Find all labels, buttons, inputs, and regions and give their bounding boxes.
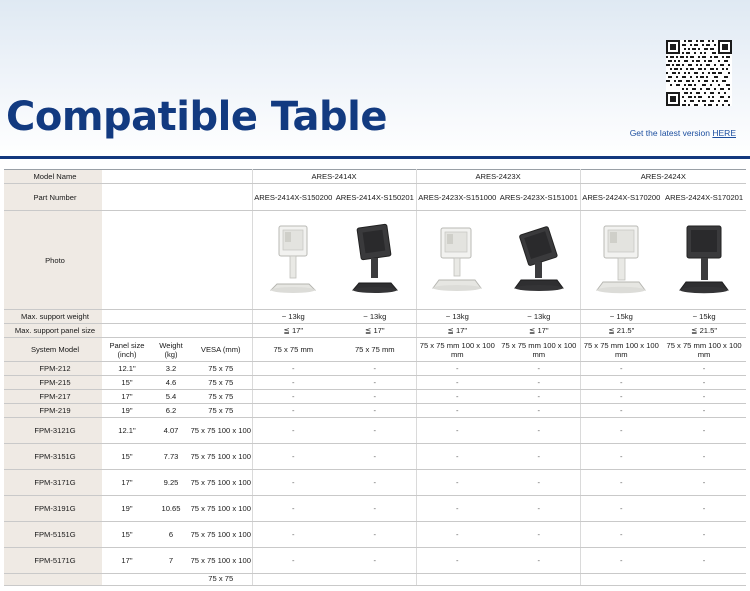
latest-version-text: Get the latest version [629, 128, 713, 138]
weight: 4.07 [148, 418, 190, 444]
photo-spacer [102, 211, 252, 310]
support-cell: - [416, 522, 498, 548]
table-row-model-name [4, 170, 746, 184]
support-cell: - [252, 548, 334, 574]
panel-size: 17" [102, 548, 148, 574]
support-cell: - [252, 390, 334, 404]
vesa: 75 x 75 100 x 100 [190, 522, 252, 548]
row-label-model-name: Model Name [4, 170, 102, 184]
panel-size: 12.1" [102, 362, 148, 376]
support-cell: - [252, 444, 334, 470]
row-label-part-number: Part Number [4, 184, 102, 211]
support-cell: - [252, 496, 334, 522]
weight [148, 574, 190, 586]
vesa-support-0: 75 x 75 mm [252, 338, 334, 362]
vesa: 75 x 75 [190, 362, 252, 376]
part-number-3: ARES-2423X-S151001 [498, 184, 580, 211]
table-row [4, 496, 746, 522]
support-cell [252, 574, 334, 586]
system-model-name: FPM-5171G [4, 548, 102, 574]
system-model-name: FPM-219 [4, 404, 102, 418]
page-title: Compatible Table [6, 94, 387, 140]
max-weight-4: ~ 15kg [580, 310, 662, 324]
support-cell: - [662, 390, 746, 404]
vesa-support-1: 75 x 75 mm [334, 338, 416, 362]
col-header-panel-size: Panel size (inch) [102, 338, 148, 362]
support-cell: - [498, 496, 580, 522]
support-cell: - [334, 496, 416, 522]
part-number-0: ARES-2414X-S150200 [252, 184, 334, 211]
weight: 3.2 [148, 362, 190, 376]
latest-version-note [630, 128, 736, 138]
support-cell: - [498, 376, 580, 390]
support-cell: - [498, 548, 580, 574]
support-cell: - [416, 390, 498, 404]
table-row [4, 470, 746, 496]
vesa-support-4: 75 x 75 mm 100 x 100 mm [580, 338, 662, 362]
support-cell: - [252, 522, 334, 548]
vesa-support-5: 75 x 75 mm 100 x 100 mm [662, 338, 746, 362]
system-model-name: FPM-5151G [4, 522, 102, 548]
support-cell: - [498, 404, 580, 418]
support-cell: - [252, 376, 334, 390]
panel-size: 15" [102, 376, 148, 390]
support-cell: - [416, 444, 498, 470]
max-weight-5: ~ 15kg [662, 310, 746, 324]
support-cell: - [252, 362, 334, 376]
max-weight-2: ~ 13kg [416, 310, 498, 324]
table-row [4, 390, 746, 404]
product-photo-2 [416, 211, 498, 310]
max-panel-5: ≦ 21.5" [662, 324, 746, 338]
support-cell: - [416, 362, 498, 376]
vesa: 75 x 75 100 x 100 [190, 418, 252, 444]
support-cell [580, 574, 662, 586]
support-cell: - [498, 418, 580, 444]
vesa: 75 x 75 100 x 100 [190, 444, 252, 470]
support-cell: - [498, 522, 580, 548]
table-row-part-number [4, 184, 746, 211]
support-cell: - [416, 548, 498, 574]
compatibility-table [4, 169, 746, 586]
support-cell: - [580, 548, 662, 574]
support-cell: - [334, 522, 416, 548]
max-panel-spacer [102, 324, 252, 338]
support-cell: - [334, 444, 416, 470]
support-cell: - [416, 404, 498, 418]
panel-size: 19" [102, 496, 148, 522]
support-cell: - [662, 444, 746, 470]
support-cell: - [252, 418, 334, 444]
vesa: 75 x 75 [190, 376, 252, 390]
part-number-1: ARES-2414X-S150201 [334, 184, 416, 211]
support-cell: - [252, 470, 334, 496]
weight: 4.6 [148, 376, 190, 390]
support-cell: - [416, 376, 498, 390]
table-row-partial [4, 574, 746, 586]
support-cell: - [334, 470, 416, 496]
table-row [4, 362, 746, 376]
system-model-name: FPM-3121G [4, 418, 102, 444]
weight: 5.4 [148, 390, 190, 404]
product-photo-4 [580, 211, 662, 310]
part-number-2: ARES-2423X-S151000 [416, 184, 498, 211]
model-name-spacer [102, 170, 252, 184]
max-panel-4: ≦ 21.5" [580, 324, 662, 338]
support-cell: - [662, 376, 746, 390]
part-number-4: ARES-2424X-S170200 [580, 184, 662, 211]
system-model-name: FPM-3171G [4, 470, 102, 496]
support-cell: - [580, 470, 662, 496]
support-cell: - [662, 404, 746, 418]
support-cell: - [662, 496, 746, 522]
vesa: 75 x 75 [190, 574, 252, 586]
support-cell [662, 574, 746, 586]
latest-version-link[interactable]: HERE [712, 128, 736, 138]
support-cell: - [580, 444, 662, 470]
col-header-weight: Weight (kg) [148, 338, 190, 362]
group-header-2: ARES-2424X [580, 170, 746, 184]
table-row [4, 376, 746, 390]
support-cell [498, 574, 580, 586]
weight: 6 [148, 522, 190, 548]
panel-size [102, 574, 148, 586]
max-panel-3: ≦ 17" [498, 324, 580, 338]
max-weight-0: ~ 13kg [252, 310, 334, 324]
support-cell: - [334, 362, 416, 376]
col-header-vesa: VESA (mm) [190, 338, 252, 362]
max-weight-spacer [102, 310, 252, 324]
support-cell: - [416, 496, 498, 522]
table-row-max-panel-size [4, 324, 746, 338]
panel-size: 19" [102, 404, 148, 418]
support-cell: - [334, 376, 416, 390]
support-cell: - [662, 548, 746, 574]
support-cell: - [580, 522, 662, 548]
group-header-1: ARES-2423X [416, 170, 580, 184]
support-cell: - [580, 362, 662, 376]
product-photo-0 [252, 211, 334, 310]
product-photo-5 [662, 211, 746, 310]
part-number-spacer [102, 184, 252, 211]
table-row [4, 404, 746, 418]
vesa: 75 x 75 100 x 100 [190, 496, 252, 522]
support-cell: - [416, 470, 498, 496]
support-cell: - [252, 404, 334, 418]
vesa-support-2: 75 x 75 mm 100 x 100 mm [416, 338, 498, 362]
support-cell: - [498, 390, 580, 404]
system-model-name: FPM-217 [4, 390, 102, 404]
table-row [4, 548, 746, 574]
row-label-max-panel-size: Max. support panel size [4, 324, 102, 338]
max-panel-2: ≦ 17" [416, 324, 498, 338]
group-header-0: ARES-2414X [252, 170, 416, 184]
support-cell: - [662, 522, 746, 548]
panel-size: 17" [102, 390, 148, 404]
max-weight-3: ~ 13kg [498, 310, 580, 324]
system-model-name: FPM-3191G [4, 496, 102, 522]
max-panel-0: ≦ 17" [252, 324, 334, 338]
table-row-system-model-header [4, 338, 746, 362]
weight: 7.73 [148, 444, 190, 470]
support-cell [416, 574, 498, 586]
product-photo-3 [498, 211, 580, 310]
vesa: 75 x 75 [190, 404, 252, 418]
system-model-name [4, 574, 102, 586]
table-row [4, 418, 746, 444]
panel-size: 15" [102, 444, 148, 470]
row-label-photo: Photo [4, 211, 102, 310]
support-cell: - [580, 390, 662, 404]
vesa: 75 x 75 100 x 100 [190, 470, 252, 496]
vesa: 75 x 75 100 x 100 [190, 548, 252, 574]
panel-size: 15" [102, 522, 148, 548]
qr-code-icon [666, 40, 732, 106]
support-cell: - [498, 444, 580, 470]
support-cell: - [334, 390, 416, 404]
vesa: 75 x 75 [190, 390, 252, 404]
support-cell [334, 574, 416, 586]
table-row [4, 444, 746, 470]
table-row-photo [4, 211, 746, 310]
panel-size: 17" [102, 470, 148, 496]
support-cell: - [580, 376, 662, 390]
support-cell: - [498, 470, 580, 496]
header-divider [0, 156, 750, 159]
support-cell: - [334, 418, 416, 444]
row-label-system-model: System Model [4, 338, 102, 362]
product-photo-1 [334, 211, 416, 310]
support-cell: - [662, 418, 746, 444]
system-model-name: FPM-215 [4, 376, 102, 390]
support-cell: - [416, 418, 498, 444]
support-cell: - [580, 418, 662, 444]
support-cell: - [662, 362, 746, 376]
support-cell: - [662, 470, 746, 496]
system-model-name: FPM-3151G [4, 444, 102, 470]
support-cell: - [498, 362, 580, 376]
max-panel-1: ≦ 17" [334, 324, 416, 338]
weight: 7 [148, 548, 190, 574]
row-label-max-weight: Max. support weight [4, 310, 102, 324]
max-weight-1: ~ 13kg [334, 310, 416, 324]
part-number-5: ARES-2424X-S170201 [662, 184, 746, 211]
table-row [4, 522, 746, 548]
support-cell: - [334, 548, 416, 574]
weight: 10.65 [148, 496, 190, 522]
weight: 6.2 [148, 404, 190, 418]
panel-size: 12.1" [102, 418, 148, 444]
support-cell: - [334, 404, 416, 418]
support-cell: - [580, 404, 662, 418]
support-cell: - [580, 496, 662, 522]
weight: 9.25 [148, 470, 190, 496]
vesa-support-3: 75 x 75 mm 100 x 100 mm [498, 338, 580, 362]
table-row-max-weight [4, 310, 746, 324]
system-model-name: FPM-212 [4, 362, 102, 376]
